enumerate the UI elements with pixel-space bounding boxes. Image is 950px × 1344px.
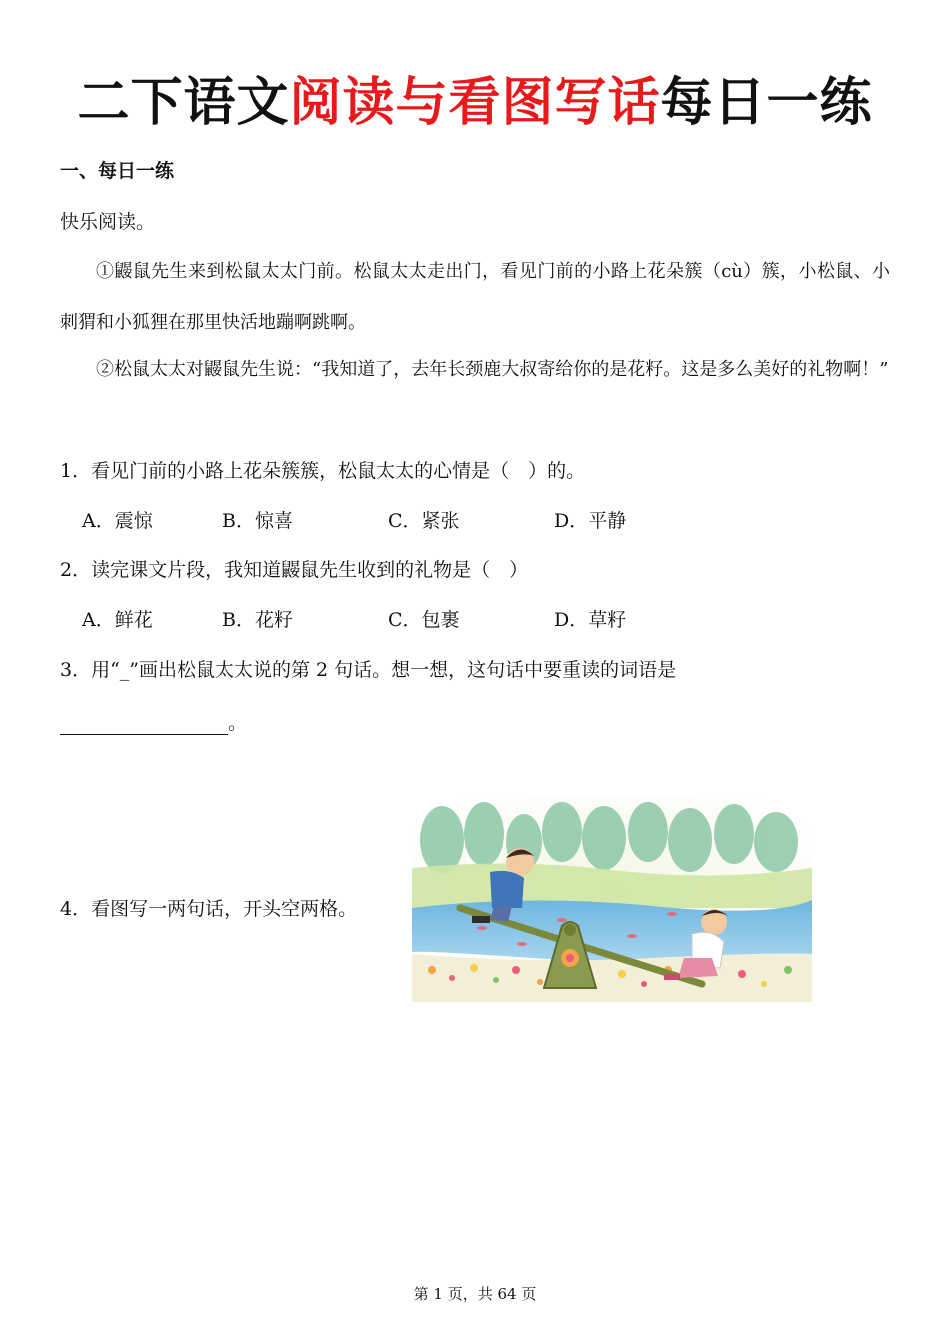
title-part-1: 二下语文	[77, 73, 290, 133]
q1-option-b: B．惊喜	[222, 510, 293, 532]
title-part-3: 每日一练	[660, 73, 873, 133]
section-heading: 一、每日一练	[60, 160, 175, 182]
q1-option-d: D．平静	[554, 510, 627, 532]
answer-blank	[60, 714, 228, 735]
q1-option-c: C．紧张	[388, 510, 460, 532]
seesaw-illustration	[412, 798, 812, 1002]
question-3-end-punct: 。	[228, 712, 248, 734]
question-4: 4．看图写一两句话，开头空两格。	[60, 898, 358, 920]
page-title	[0, 68, 950, 138]
flower-bank	[412, 954, 812, 1003]
question-2: 2．读完课文片段，我知道鼹鼠先生收到的礼物是（ ）	[60, 559, 529, 581]
q2-option-b: B．花籽	[222, 609, 293, 631]
passage-paragraph-2: ②松鼠太太对鼹鼠先生说：“我知道了，去年长颈鹿大叔寄给你的是花籽。这是多么美好的礼物啊！”	[96, 359, 889, 380]
q2-option-a: A．鲜花	[82, 609, 153, 631]
q2-option-d: D．草籽	[554, 609, 627, 631]
passage-paragraph-1: ①鼹鼠先生来到松鼠太太门前。松鼠太太走出门，看见门前的小路上花朵簇（cù）簇，小松鼠、小刺猬和小狐狸在那里快活地蹦啊跳啊。	[60, 261, 890, 333]
question-1: 1．看见门前的小路上花朵簇簇，松鼠太太的心情是（ ）的。	[60, 460, 586, 482]
q2-option-c: C．包裹	[388, 609, 460, 631]
q1-option-a: A．震惊	[82, 510, 153, 532]
title-part-2-highlight: 阅读与看图写话	[289, 73, 661, 133]
question-3-answer-line	[60, 708, 247, 735]
page-footer: 第 1 页，共 64 页	[413, 1285, 537, 1303]
question-3: 3．用“_”画出松鼠太太说的第 2 句话。想一想，这句话中要重读的词语是	[60, 659, 677, 681]
intro-text: 快乐阅读。	[60, 211, 156, 233]
